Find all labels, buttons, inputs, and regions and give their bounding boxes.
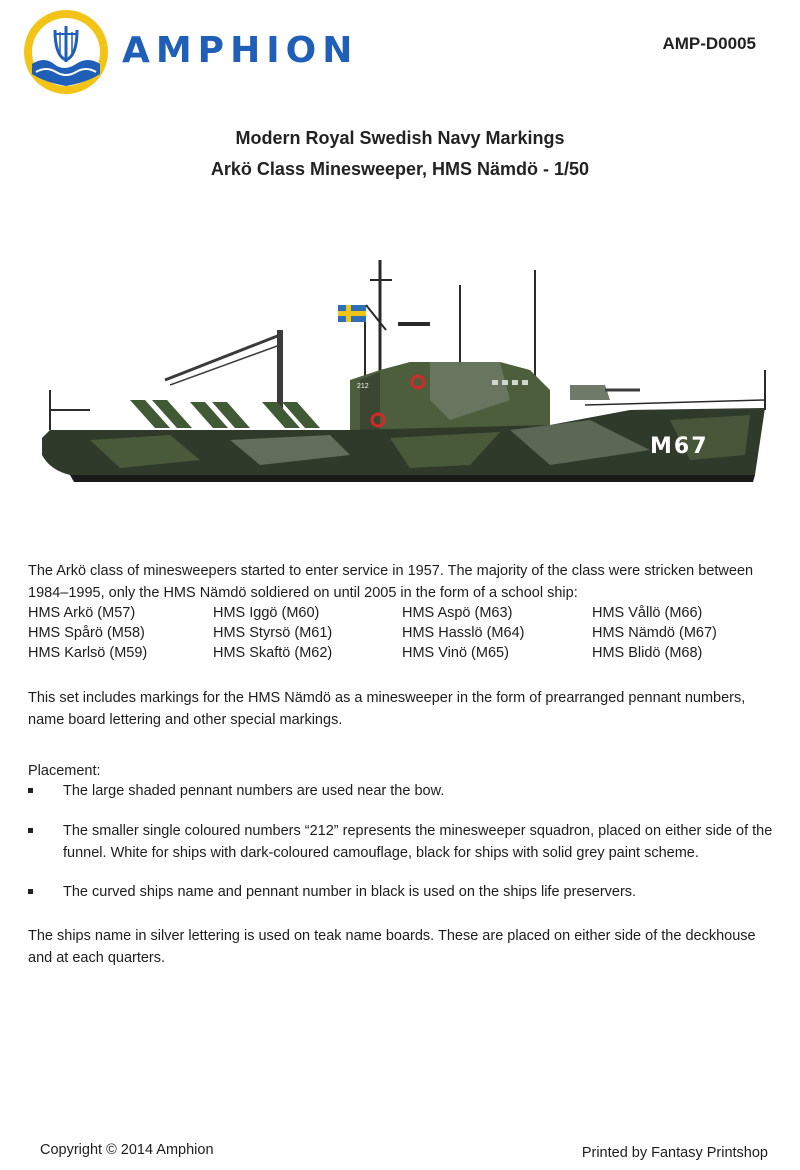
set-info-paragraph: This set includes markings for the HMS Nämdö as a minesweeper in the form of prearranged pennant numbers, name board lettering and other special markings. (28, 690, 746, 728)
title-line-2: Arkö Class Minesweeper, HMS Nämdö - 1/50 (210, 159, 590, 179)
bullet-text: The smaller single coloured numbers “212” represents the minesweeper squadron, placed on either side of the funnel. White for ships with dark-coloured camouflage, black for ships with solid grey paint scheme. (63, 823, 773, 861)
ship-list-item: HMS Karlsö (M59) (28, 645, 148, 661)
mine-launchers (130, 400, 320, 428)
brand-name: AMPHION (122, 30, 359, 71)
ship-list-item: HMS Iggö (M60) (213, 605, 320, 621)
waterline (70, 475, 755, 482)
bullet-marker (28, 828, 33, 833)
bullet-marker (28, 889, 33, 894)
ship-list-item: HMS Hasslö (M64) (402, 625, 525, 641)
ship-illustration (30, 250, 780, 490)
bullet-marker (28, 788, 33, 793)
product-code: AMP-D0005 (662, 34, 756, 53)
ship-list-item: HMS Vinö (M65) (402, 645, 509, 661)
bullet-text: The large shaded pennant numbers are used near the bow. (63, 783, 445, 799)
swedish-flag (338, 305, 366, 322)
placement-heading: Placement: (28, 763, 101, 779)
ship-list-item: HMS Skaftö (M62) (213, 645, 333, 661)
funnel-number: 212 (357, 383, 369, 390)
ship-list-item: HMS Aspö (M63) (402, 605, 513, 621)
amphion-logo (22, 8, 110, 96)
ship-list-item: HMS Blidö (M68) (592, 645, 703, 661)
closing-paragraph: The ships name in silver lettering is used on teak name boards. These are placed on either side of the deckhouse and at each quarters. (28, 928, 756, 966)
ship-list-item: HMS Styrsö (M61) (213, 625, 333, 641)
crane-jib (165, 335, 280, 380)
ship-list-item: HMS Spårö (M58) (28, 625, 145, 641)
bullet-text: The curved ships name and pennant number in black is used on the ships life preservers. (63, 884, 637, 900)
printer-credit: Printed by Fantasy Printshop (581, 1145, 768, 1161)
copyright-notice: Copyright © 2014 Amphion (40, 1142, 214, 1158)
forward-gun (570, 385, 610, 400)
title-line-1: Modern Royal Swedish Navy Markings (235, 128, 565, 148)
pennant-number: M67 (650, 434, 709, 459)
intro-paragraph: The Arkö class of minesweepers started to enter service in 1957. The majority of the class were stricken between 1984–1995, only the HMS Nämdö soldiered on until 2005 in the form of a school ship: (28, 563, 754, 601)
ship-list-item: HMS Nämdö (M67) (592, 625, 717, 641)
ship-list-item: HMS Arkö (M57) (28, 605, 136, 621)
ship-list-item: HMS Vållö (M66) (592, 605, 703, 621)
